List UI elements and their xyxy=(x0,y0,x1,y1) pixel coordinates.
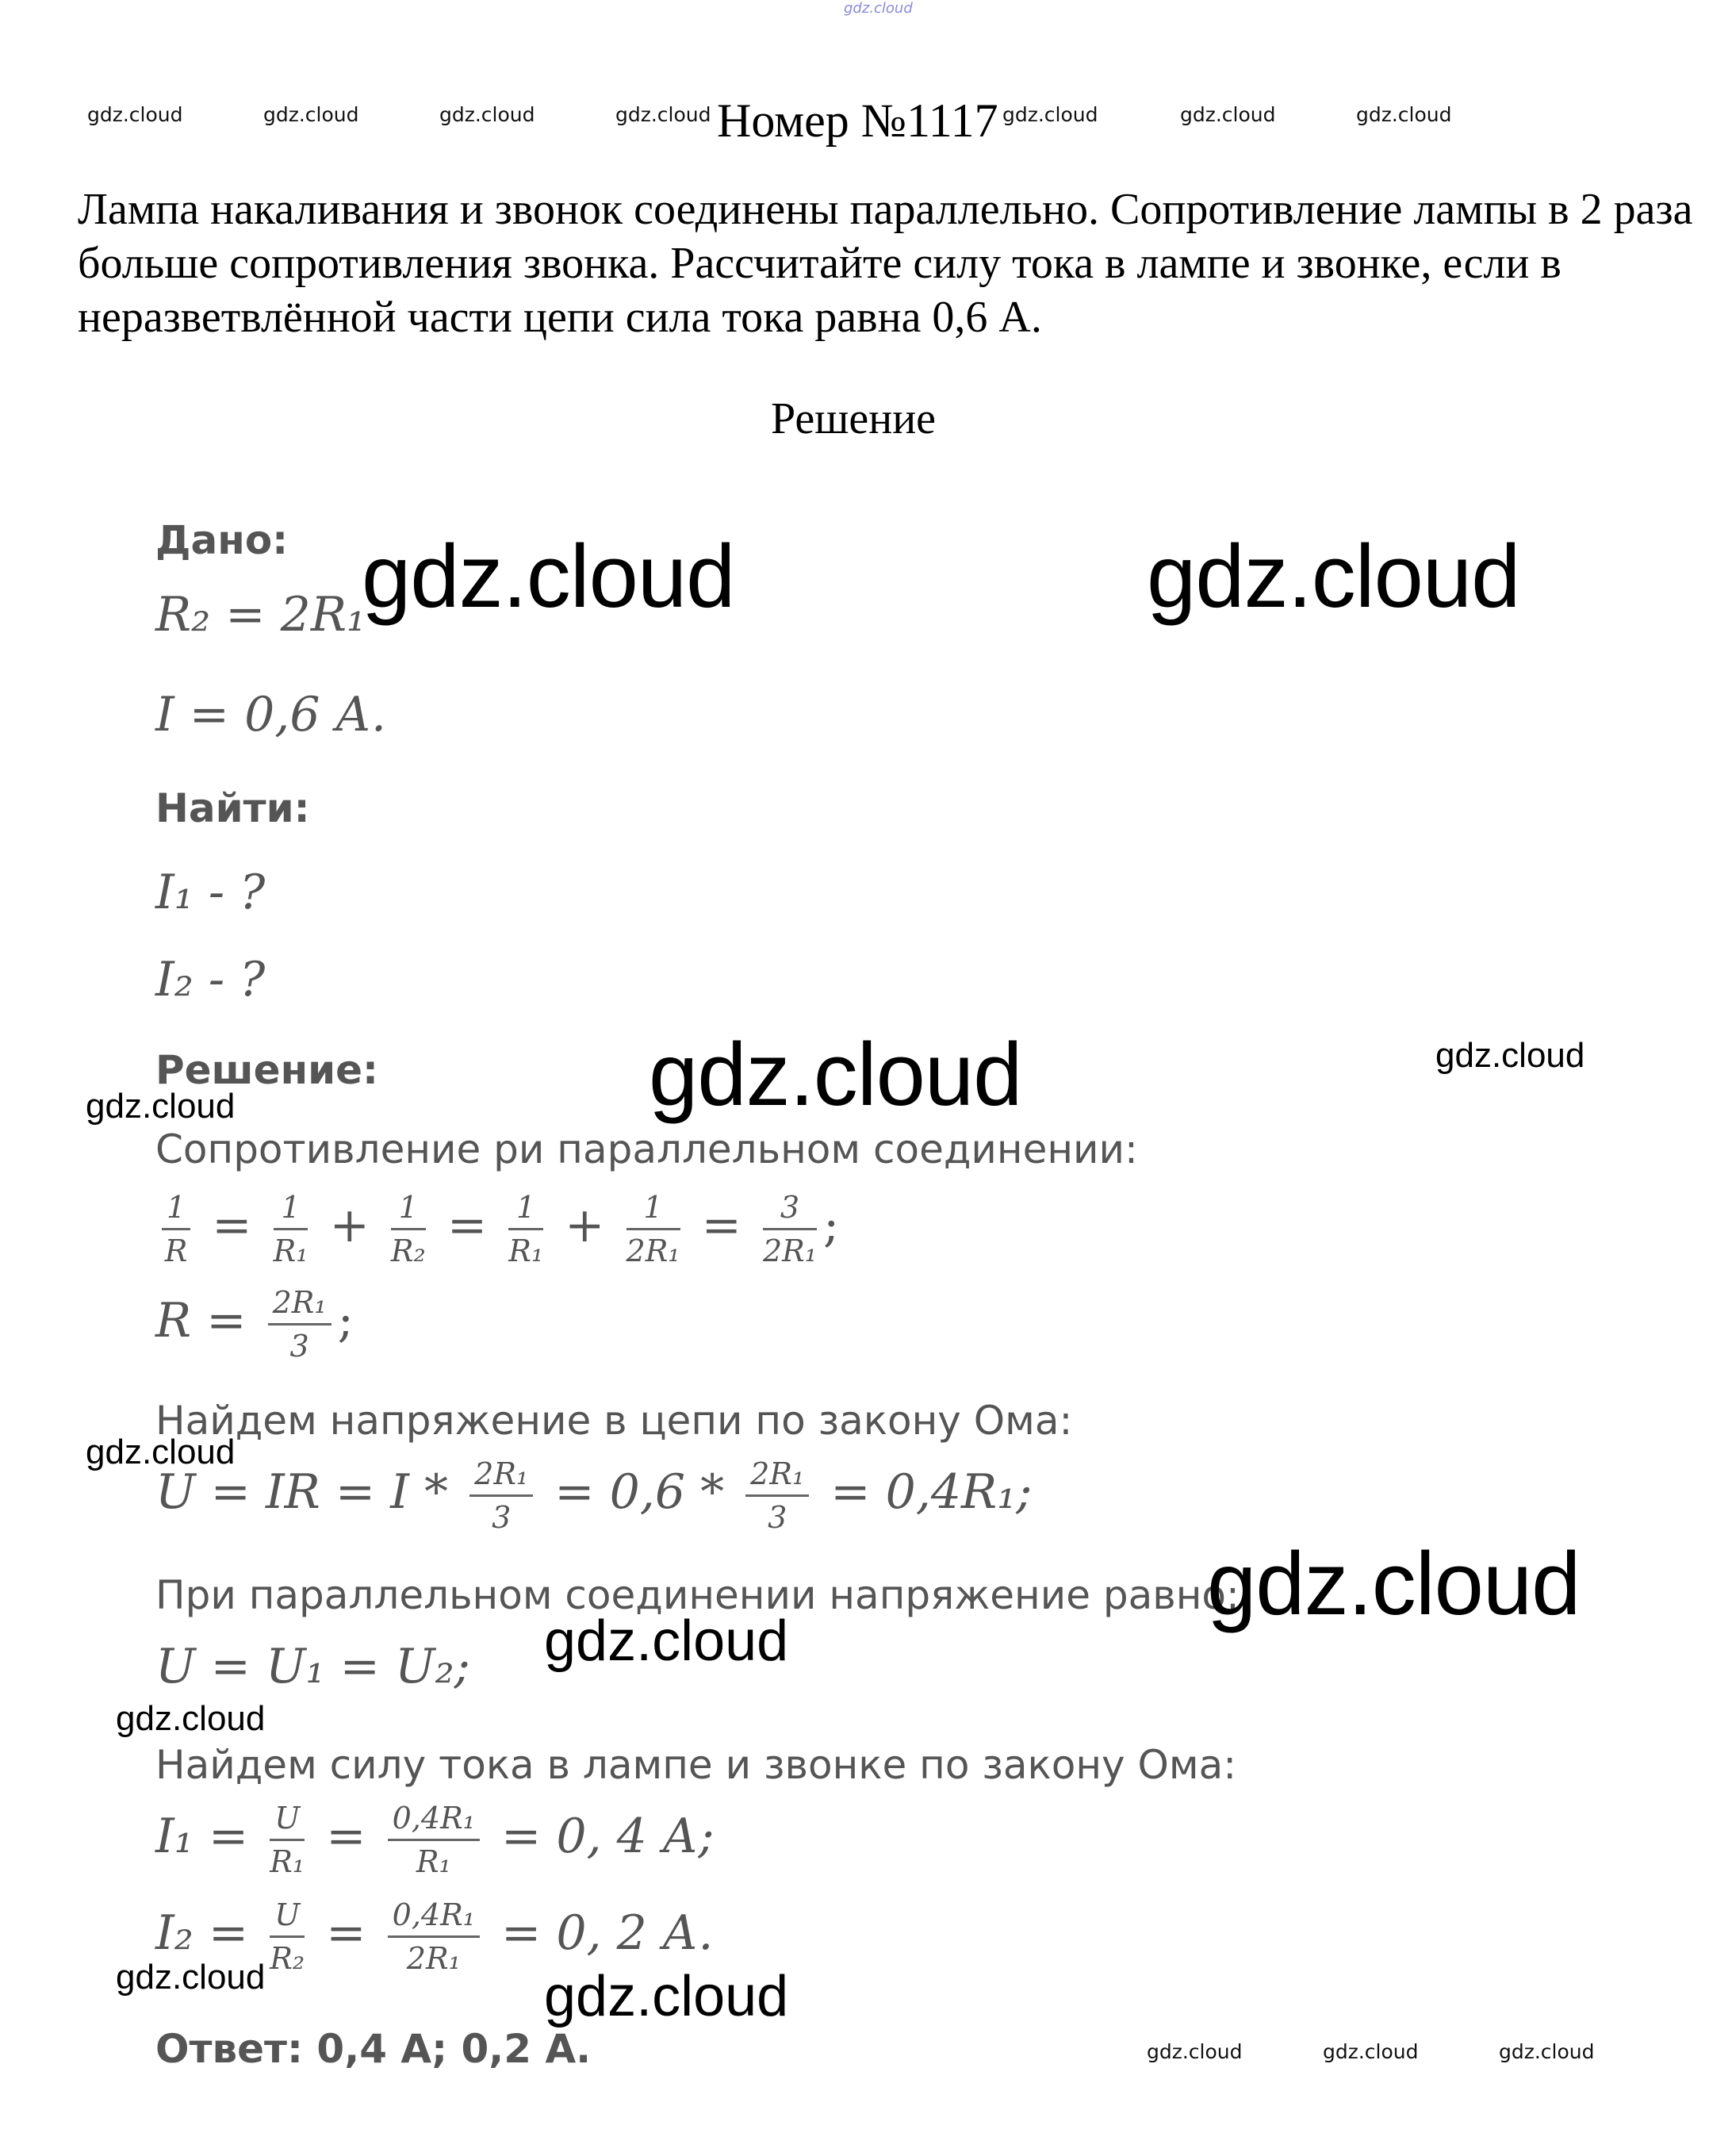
header-watermark: gdz.cloud xyxy=(1356,103,1452,126)
watermark: gdz.cloud xyxy=(86,1087,236,1126)
fraction: $\frac{3}{\text{2R₁}}$ xyxy=(762,1190,818,1268)
fraction: $\frac{U}{\text{R₁}}$ xyxy=(270,1801,305,1879)
watermark: gdz.cloud xyxy=(649,1025,1022,1124)
watermark: gdz.cloud xyxy=(1435,1036,1585,1075)
text-parallel-resistance: Сопротивление ри параллельном соединении: xyxy=(155,1126,1138,1172)
find-i1: I₁ - ? xyxy=(155,865,266,920)
fraction: $\frac{1}{\text{R₁}}$ xyxy=(273,1190,308,1268)
header-watermark: gdz.cloud xyxy=(1180,103,1276,126)
find-label: Найти: xyxy=(155,785,310,831)
fraction: $\frac{\text{2R₁}}{3}$ xyxy=(469,1456,533,1535)
header-watermark: gdz.cloud xyxy=(263,103,359,126)
header-watermark: gdz.cloud xyxy=(1002,103,1098,126)
footer-watermark: gdz.cloud xyxy=(1499,2040,1595,2063)
fraction: $\frac{U}{\text{R₂}}$ xyxy=(270,1897,305,1976)
equation-4: U = U₁ = U₂; xyxy=(155,1639,470,1694)
answer: Ответ: 0,4 А; 0,2 А. xyxy=(155,2026,592,2072)
problem-statement: Лампа накаливания и звонок соединены параллельно. Сопротивление лампы в 2 раза больше сопротивления звонка. Рассчитайте силу тока в лампе и звонке, если в неразветвлённой части цепи сила тока равна 0,6 А. xyxy=(78,185,1693,342)
watermark: gdz.cloud xyxy=(1207,1534,1581,1633)
watermark: gdz.cloud xyxy=(116,1699,266,1738)
text-parallel-voltage: При параллельном соединении напряжение равно: xyxy=(155,1572,1240,1618)
equation-2: R = $\frac{\text{2R₁}}{3}$ ; xyxy=(155,1285,354,1364)
solution-label: Решение: xyxy=(155,1047,379,1093)
given-current: I = 0,6 А. xyxy=(155,687,387,742)
watermark: gdz.cloud xyxy=(116,1958,266,1997)
equation-6: I₂ = $\frac{U}{\text{R₂}}$ = $\frac{\text{0,4R₁}}{\text{2R₁}}$ = 0, 2 А. xyxy=(155,1897,714,1976)
fraction: $\frac{\text{0,4R₁}}{\text{R₁}}$ xyxy=(388,1801,480,1879)
watermark: gdz.cloud xyxy=(544,1965,789,2028)
fraction: $\frac{\text{2R₁}}{3}$ xyxy=(745,1456,809,1535)
footer-watermark: gdz.cloud xyxy=(1323,2040,1419,2063)
fraction: $\frac{1}{\text{2R₁}}$ xyxy=(626,1190,680,1268)
equation-5: I₁ = $\frac{U}{\text{R₁}}$ = $\frac{\text{0,4R₁}}{\text{R₁}}$ = 0, 4 А; xyxy=(155,1801,715,1879)
top-watermark: gdz.cloud xyxy=(844,0,913,17)
text-ohm-voltage: Найдем напряжение в цепи по закону Ома: xyxy=(155,1398,1073,1444)
solution-heading: Решение xyxy=(771,394,937,443)
watermark: gdz.cloud xyxy=(544,1609,789,1673)
fraction: $\frac{1}{R}$ xyxy=(162,1190,190,1268)
watermark: gdz.cloud xyxy=(362,527,735,626)
header-watermark: gdz.cloud xyxy=(87,103,183,126)
header-watermark: gdz.cloud xyxy=(439,103,535,126)
equation-3: U = IR = I * $\frac{\text{2R₁}}{3}$ = 0,6 * $\frac{\text{2R₁}}{3}$ = 0,4R₁; xyxy=(155,1456,1033,1535)
header-watermark: gdz.cloud xyxy=(615,103,711,126)
fraction: $\frac{\text{0,4R₁}}{\text{2R₁}}$ xyxy=(388,1897,480,1976)
text-ohm-current: Найдем силу тока в лампе и звонке по закону Ома: xyxy=(155,1742,1237,1788)
footer-watermark: gdz.cloud xyxy=(1147,2040,1243,2063)
equation-1: $\frac{1}{R}$ = $\frac{1}{\text{R₁}}$ + $\frac{1}{\text{R₂}}$ = $\frac{1}{\text{R₁}}$ + $\frac{1}{\text{2R₁}}$ = $\frac{3}{\text{2R₁}}$ ; xyxy=(155,1190,839,1268)
fraction: $\frac{1}{\text{R₂}}$ xyxy=(390,1190,426,1268)
given-r2: R₂ = 2R₁ xyxy=(155,587,366,643)
page-title: Номер №1117 xyxy=(717,94,998,147)
given-label: Дано: xyxy=(155,517,289,563)
watermark: gdz.cloud xyxy=(86,1433,236,1471)
watermark: gdz.cloud xyxy=(1147,527,1520,626)
find-i2: I₂ - ? xyxy=(155,952,266,1007)
fraction: $\frac{1}{\text{R₁}}$ xyxy=(508,1190,544,1268)
fraction: $\frac{\text{2R₁}}{3}$ xyxy=(268,1285,331,1364)
